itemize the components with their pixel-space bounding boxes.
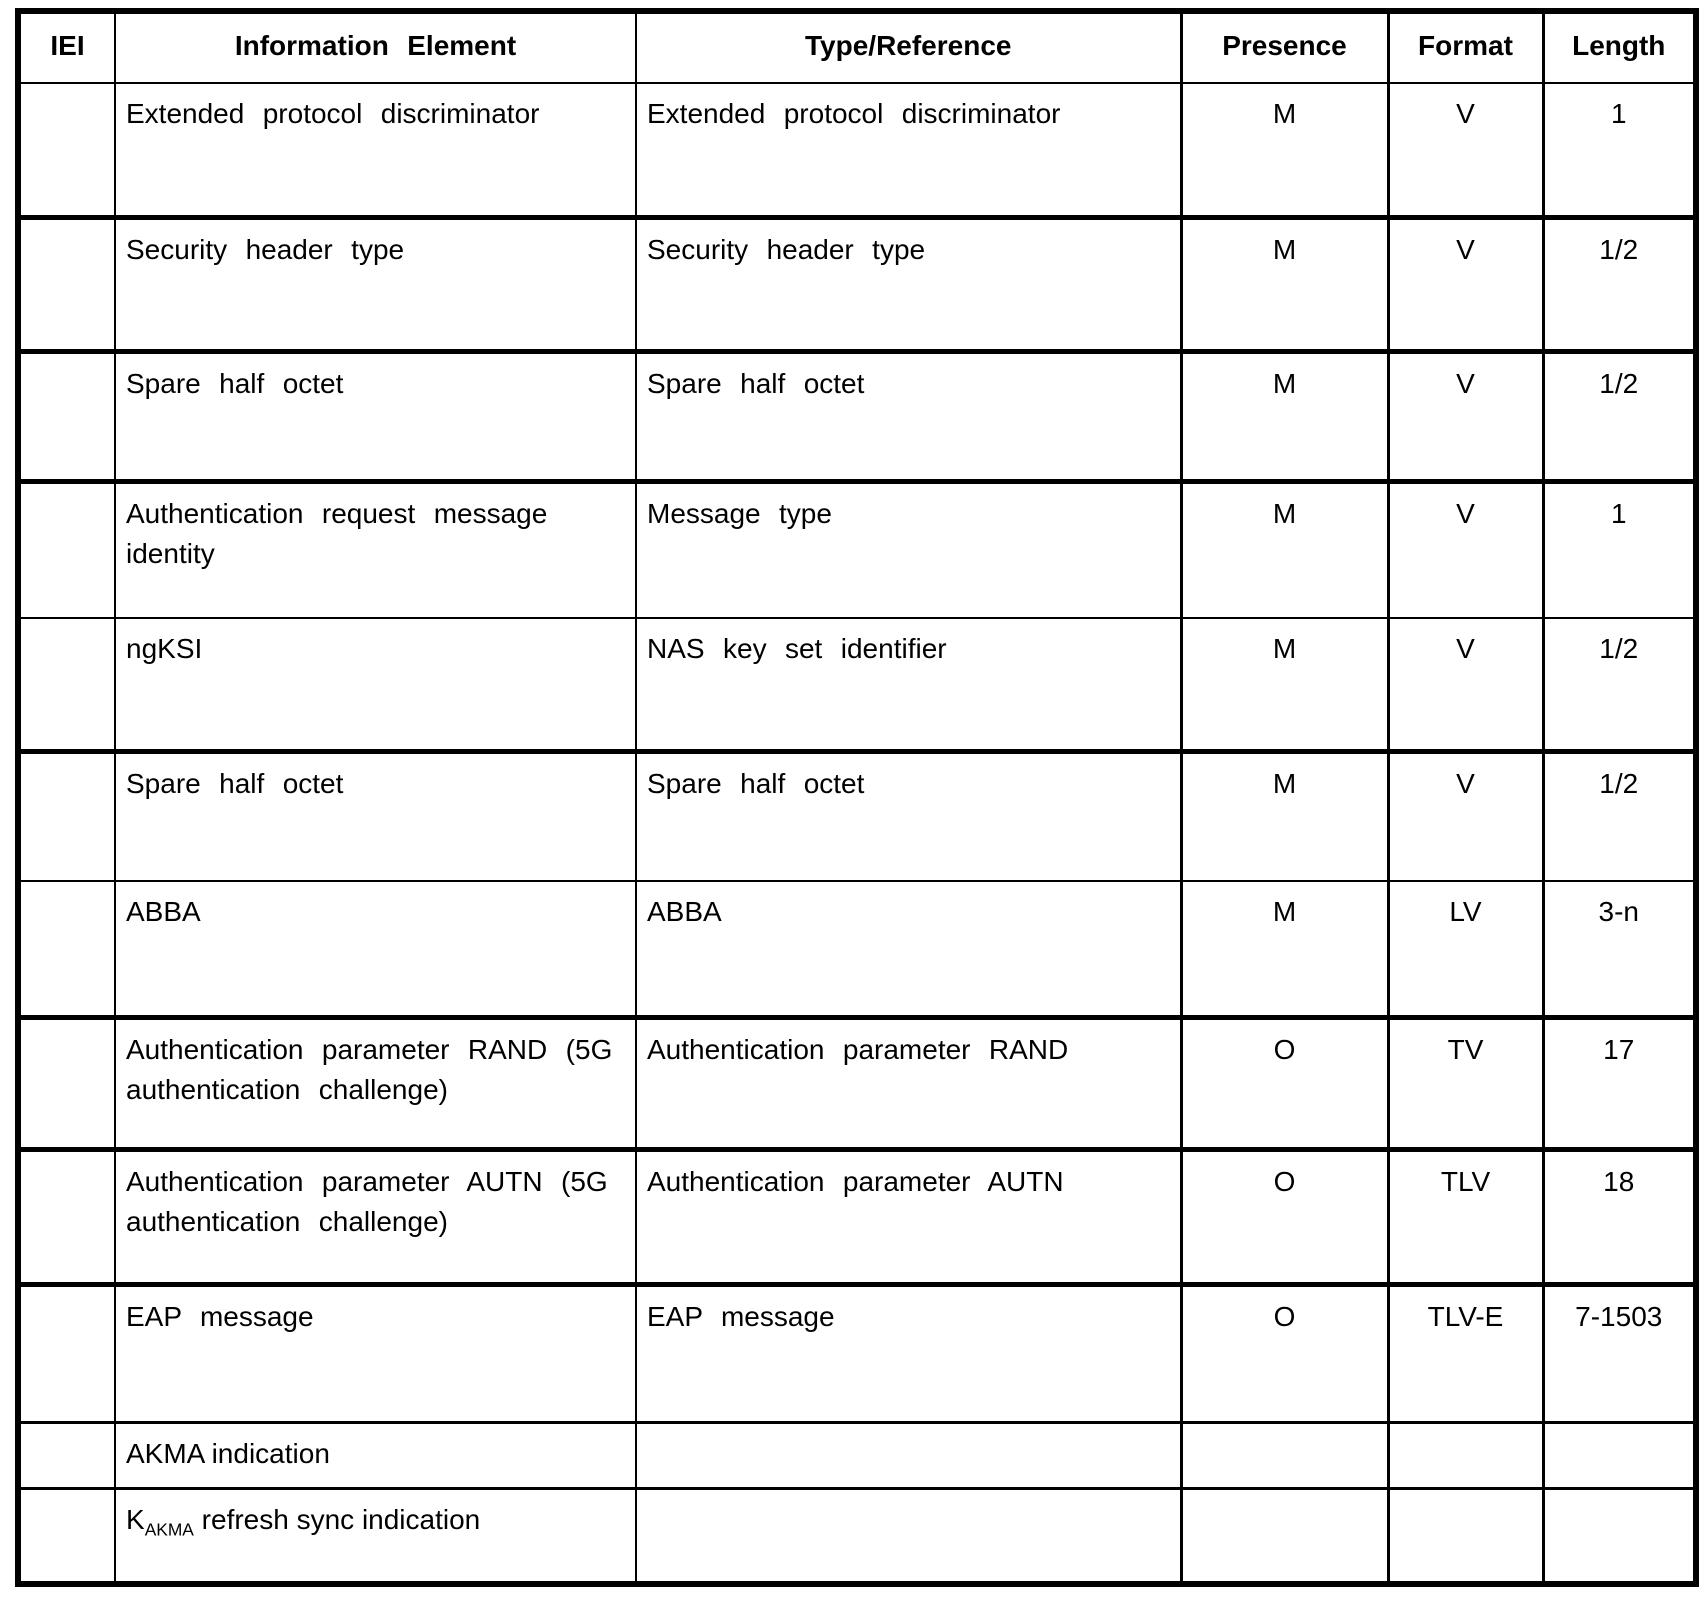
cell-information-element: EAP message (115, 1284, 636, 1422)
column-header-length: Length (1543, 11, 1696, 83)
cell-type-reference: Spare half octet (636, 751, 1181, 881)
cell-iei (18, 751, 115, 881)
cell-information-element: Spare half octet (115, 351, 636, 481)
cell-type-reference (636, 1488, 1181, 1584)
cell-format: TLV-E (1388, 1284, 1543, 1422)
cell-type-reference: EAP message (636, 1284, 1181, 1422)
cell-type-reference: Spare half octet (636, 351, 1181, 481)
information-element-table (15, 8, 1699, 1587)
cell-information-element: Authentication parameter AUTN (5G authentication challenge) (115, 1149, 636, 1284)
table-row (18, 1284, 1696, 1422)
cell-presence (1181, 1422, 1388, 1488)
cell-iei (18, 83, 115, 217)
column-header-type-reference: Type/Reference (636, 11, 1181, 83)
table-row (18, 217, 1696, 351)
cell-presence: M (1181, 751, 1388, 881)
cell-presence: O (1181, 1149, 1388, 1284)
cell-information-element: Security header type (115, 217, 636, 351)
cell-type-reference: Authentication parameter AUTN (636, 1149, 1181, 1284)
cell-information-element: ABBA (115, 881, 636, 1017)
table-row (18, 881, 1696, 1017)
cell-information-element: Spare half octet (115, 751, 636, 881)
cell-iei (18, 351, 115, 481)
table-row (18, 1488, 1696, 1584)
cell-iei (18, 217, 115, 351)
cell-iei (18, 881, 115, 1017)
cell-iei (18, 618, 115, 751)
cell-type-reference: Security header type (636, 217, 1181, 351)
cell-length: 3-n (1543, 881, 1696, 1017)
cell-type-reference: Message type (636, 481, 1181, 618)
cell-length: 18 (1543, 1149, 1696, 1284)
cell-length (1543, 1488, 1696, 1584)
cell-presence: M (1181, 618, 1388, 751)
cell-iei (18, 481, 115, 618)
table-row (18, 1149, 1696, 1284)
table-row (18, 351, 1696, 481)
cell-presence: O (1181, 1284, 1388, 1422)
cell-length: 1 (1543, 83, 1696, 217)
cell-presence (1181, 1488, 1388, 1584)
column-header-format: Format (1388, 11, 1543, 83)
cell-information-element: AKMA indication (115, 1422, 636, 1488)
table-row (18, 1017, 1696, 1149)
table-row (18, 1422, 1696, 1488)
cell-information-element: Authentication parameter RAND (5G authentication challenge) (115, 1017, 636, 1149)
cell-type-reference: NAS key set identifier (636, 618, 1181, 751)
cell-format: V (1388, 618, 1543, 751)
cell-type-reference: Extended protocol discriminator (636, 83, 1181, 217)
cell-information-element: Authentication request message identity (115, 481, 636, 618)
cell-iei (18, 1017, 115, 1149)
cell-information-element (115, 1488, 636, 1584)
cell-iei (18, 1284, 115, 1422)
cell-format: V (1388, 751, 1543, 881)
cell-iei (18, 1422, 115, 1488)
cell-presence: O (1181, 1017, 1388, 1149)
cell-format: LV (1388, 881, 1543, 1017)
cell-information-element: ngKSI (115, 618, 636, 751)
cell-format (1388, 1488, 1543, 1584)
cell-type-reference: Authentication parameter RAND (636, 1017, 1181, 1149)
table-row (18, 481, 1696, 618)
cell-length: 1 (1543, 481, 1696, 618)
cell-iei (18, 1149, 115, 1284)
cell-type-reference (636, 1422, 1181, 1488)
table-row (18, 83, 1696, 217)
kakma-symbol-subscript: AKMA (144, 1519, 194, 1540)
column-header-iei: IEI (18, 11, 115, 83)
cell-length: 17 (1543, 1017, 1696, 1149)
cell-format: V (1388, 351, 1543, 481)
cell-format (1388, 1422, 1543, 1488)
cell-presence: M (1181, 83, 1388, 217)
cell-presence: M (1181, 481, 1388, 618)
cell-format: TLV (1388, 1149, 1543, 1284)
cell-format: V (1388, 217, 1543, 351)
cell-presence: M (1181, 351, 1388, 481)
cell-length: 1/2 (1543, 351, 1696, 481)
cell-presence: M (1181, 881, 1388, 1017)
cell-iei (18, 1488, 115, 1584)
cell-length (1543, 1422, 1696, 1488)
column-header-information-element: Information Element (115, 11, 636, 83)
table-row (18, 751, 1696, 881)
cell-length: 7-1503 (1543, 1284, 1696, 1422)
cell-length: 1/2 (1543, 751, 1696, 881)
cell-type-reference: ABBA (636, 881, 1181, 1017)
cell-length: 1/2 (1543, 618, 1696, 751)
column-header-presence: Presence (1181, 11, 1388, 83)
cell-format: V (1388, 481, 1543, 618)
cell-length: 1/2 (1543, 217, 1696, 351)
kakma-label-rest: refresh sync indication (193, 1503, 481, 1535)
table-header-row (18, 11, 1696, 83)
cell-format: TV (1388, 1017, 1543, 1149)
cell-format: V (1388, 83, 1543, 217)
table-row (18, 618, 1696, 751)
kakma-symbol-base: K (126, 1503, 145, 1535)
cell-information-element: Extended protocol discriminator (115, 83, 636, 217)
cell-presence: M (1181, 217, 1388, 351)
